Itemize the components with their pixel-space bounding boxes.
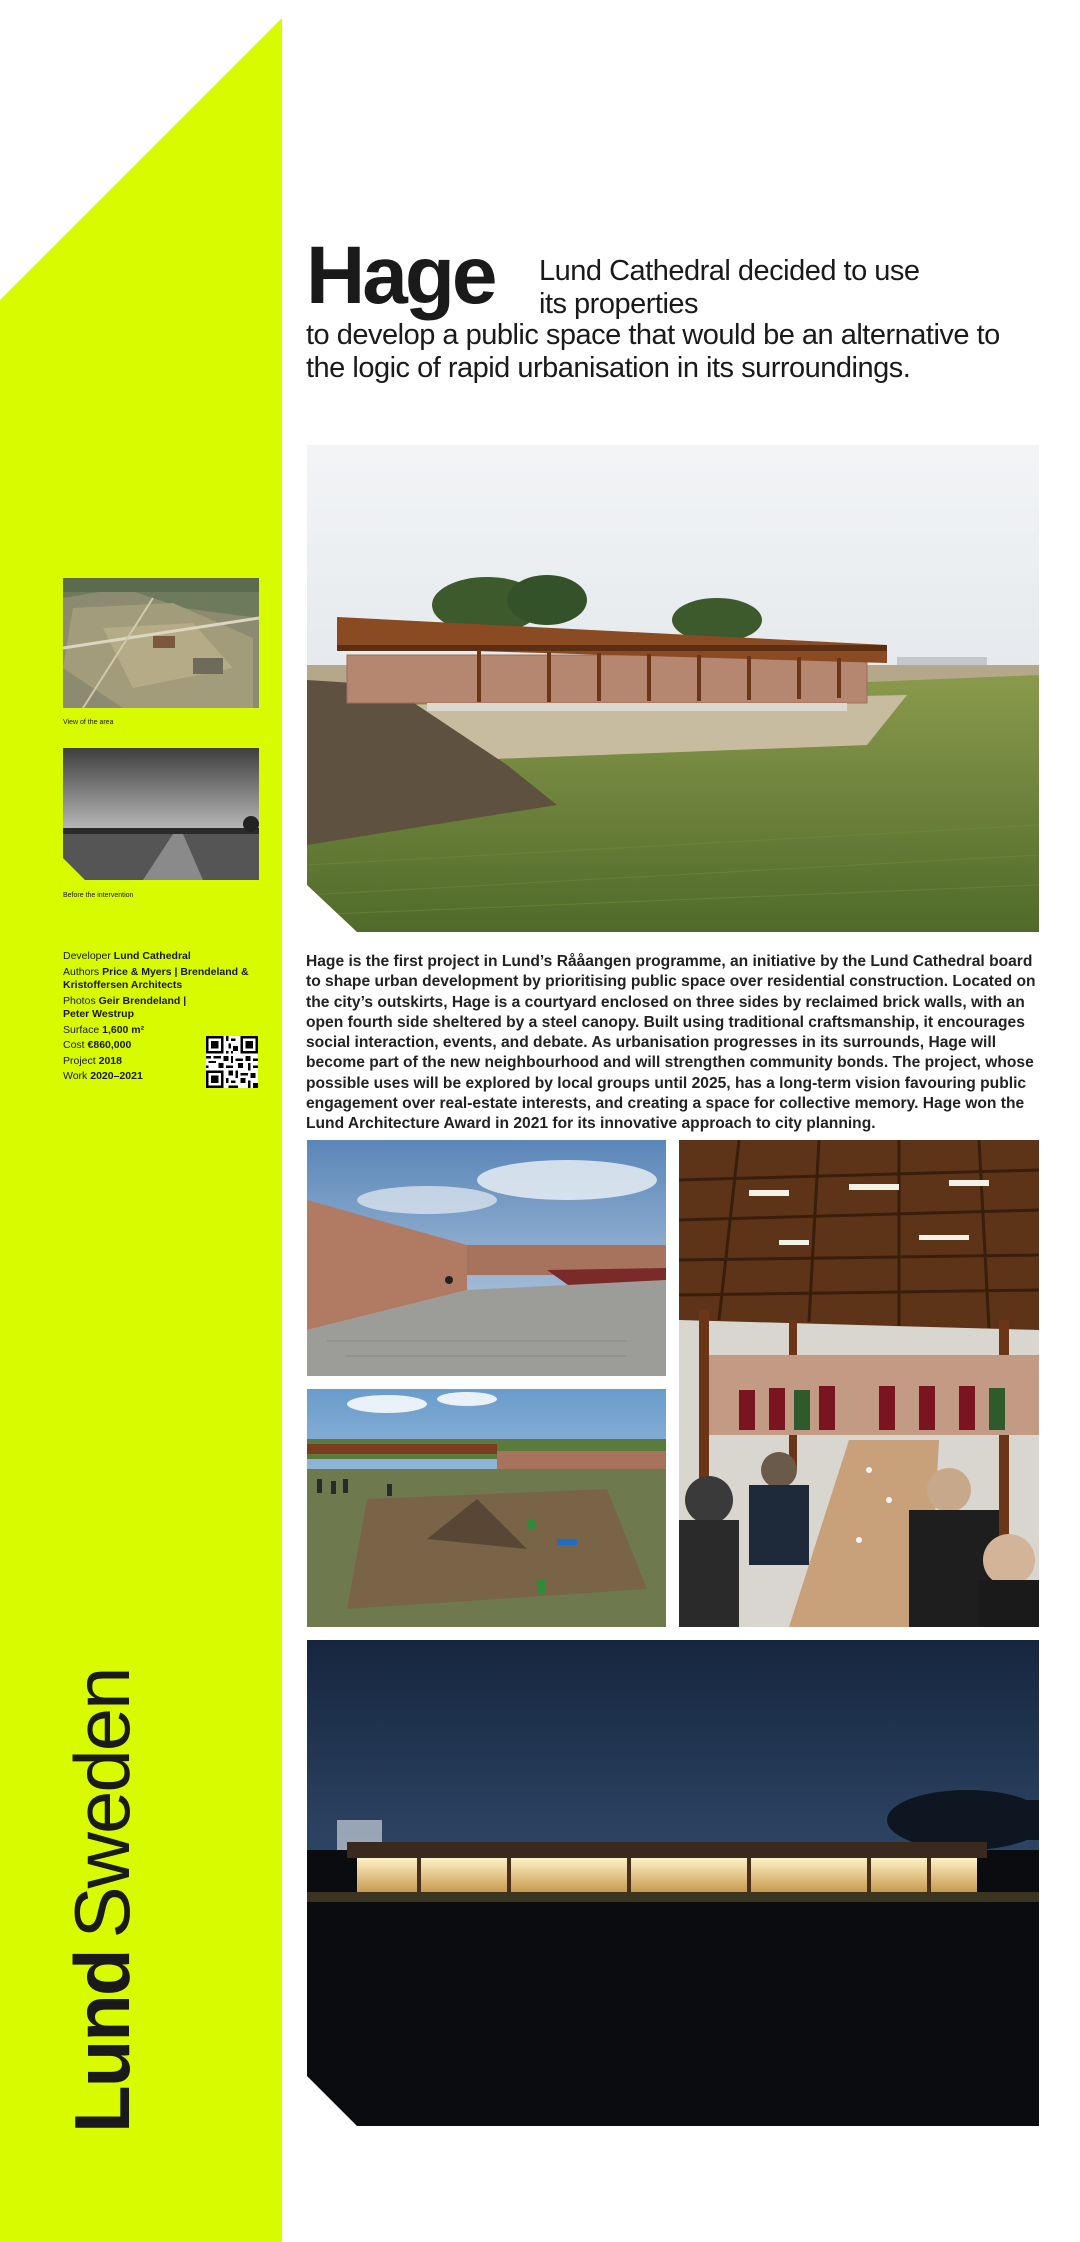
city-name: Lund (58, 1950, 146, 2133)
night-canopy-photo (307, 1640, 1039, 2126)
meta-work: Work 2020–2021 (63, 1070, 143, 1082)
caption-area-view: View of the area (63, 719, 114, 726)
meta-project: Project 2018 (63, 1054, 122, 1067)
intro-line-1: Lund Cathedral decided to use its properties (539, 255, 920, 320)
caption-before-intervention: Before the intervention (63, 892, 134, 899)
sidebar-corner-cut (0, 0, 282, 300)
before-intervention-image (63, 748, 259, 880)
meta-cost: Cost €860,000 (63, 1039, 132, 1051)
project-title: Hage (306, 230, 495, 321)
meta-developer: Developer Lund Cathedral (63, 950, 191, 962)
intro-line-2: to develop a public space that would be an alternative to the logic of rapid urbanisation in its surroundings. (306, 319, 1000, 384)
hero-canopy-photo (307, 445, 1039, 932)
aerial-view-image (63, 578, 259, 708)
project-description: Hage is the first project in Lund’s Rååangen programme, an initiative by the Lund Cathedral board to shape urban development by prioritising public space over residential construction. Located on the city’s outskirts, Hage is a courtyard enclosed on three sides by reclaimed brick walls, with an open fourth side sheltered by a steel canopy. Built using traditional craftsmanship, it encourages social interaction, events, and debate. As urbanisation progresses in its surrounds, Hage will become part of the new neighbourhood and will strengthen community bonds. The project, whose possible uses will be explored by local groups until 2025, has a long-term vision favouring public engagement over real-estate interests, and creating a space for collective memory. Hage won the Lund Architecture Award in 2021 for its innovative approach to city planning. (306, 953, 1036, 1133)
canopy-dinner-photo (679, 1140, 1039, 1627)
meta-authors: Authors Price & Myers | Brendeland & Kristoffersen Architects (63, 965, 249, 991)
qr-code-icon[interactable] (206, 1036, 258, 1088)
courtyard-walls-photo (307, 1140, 666, 1376)
country-name: Sweden (58, 1668, 146, 1939)
excavation-workshop-photo (307, 1389, 666, 1627)
meta-photos: Photos Geir Brendeland | Peter Westrup (63, 994, 187, 1020)
location-vertical-title (58, 1668, 146, 2133)
meta-surface: Surface 1,600 m² (63, 1023, 145, 1036)
sidebar-panel (0, 0, 282, 2242)
